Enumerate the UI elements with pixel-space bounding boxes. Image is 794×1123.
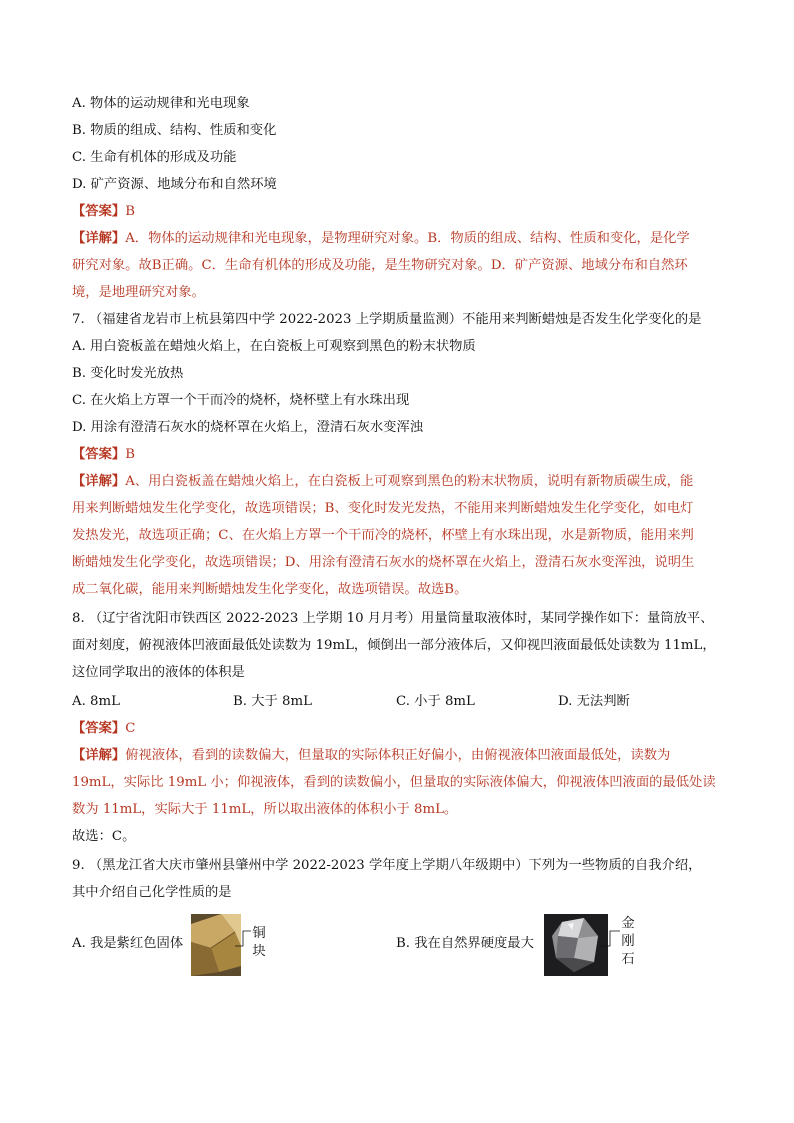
q7-option-c: C. 在火焰上方罩一个干而冷的烧杯，烧杯壁上有水珠出现 [72,393,410,408]
answer-tag: 【答案】 [72,204,126,219]
q7-explain-line-2: 用来判断蜡烛发生化学变化，故选项错误；B、变化时发光发热，不能用来判断蜡烛发生化学变化，如电灯 [72,501,694,516]
copper-leader-line [235,928,251,948]
diamond-leader-line [600,928,620,948]
diamond-label: 金刚石 [621,916,635,967]
q8-stem-line-2: 面对刻度，俯视液体凹液面最低处读数为 19mL，倾倒出一部分液体后，又仰视凹液面最低处读数为 11mL， [72,638,716,653]
q7-option-d: D. 用涂有澄清石灰水的烧杯罩在火焰上，澄清石灰水变浑浊 [72,420,424,435]
q6-option-b: B. 物质的组成、结构、性质和变化 [72,123,277,138]
copper-label: 铜块 [252,926,266,959]
explain-tag: 【详解】 [72,474,126,489]
q6-answer [72,203,135,221]
q9-option-b: B. 我在自然界硬度最大 [396,936,534,951]
q8-option-b: B. 大于 8mL [233,694,312,709]
answer-tag: 【答案】 [72,721,126,736]
q7-explain-line-1 [72,473,693,491]
answer-value: C [125,721,136,736]
explain-tag: 【详解】 [72,748,126,763]
q6-option-d: D. 矿产资源、地域分布和自然环境 [72,177,277,192]
explain-text: A．物体的运动规律和光电现象，是物理研究对象。B．物质的组成、结构、性质和变化，是化学 [125,231,690,246]
answer-tag: 【答案】 [72,447,126,462]
q8-option-c: C. 小于 8mL [396,694,475,709]
diamond-crystal-image [544,914,608,976]
explain-text: 俯视液体，看到的读数偏大，但量取的实际体积正好偏小，由俯视液体凹液面最低处，读数为 [125,748,671,763]
q7-option-a: A. 用白瓷板盖在蜡烛火焰上，在白瓷板上可观察到黑色的粉末状物质 [72,339,476,354]
q7-explain-line-4: 断蜡烛发生化学变化，故选项错误；D、用涂有澄清石灰水的烧杯罩在火焰上，澄清石灰水变浑浊，说明生 [72,555,695,570]
q8-stem-line-3: 这位同学取出的液体的体积是 [72,665,245,680]
explain-tag: 【详解】 [72,231,126,246]
q7-answer [72,446,135,464]
copper-block-image [191,914,241,976]
q7-stem: 7. （福建省龙岩市上杭县第四中学 2022-2023 上学期质量监测）不能用来判断蜡烛是否发生化学变化的是 [72,312,702,327]
q7-explain-line-5: 成二氧化碳，能用来判断蜡烛发生化学变化，故选项错误。故选B。 [72,582,468,597]
q9-stem-line-1: 9. （黑龙江省大庆市肇州县肇州中学 2022-2023 学年度上学期八年级期中）下列为一些物质的自我介绍， [72,858,702,873]
q8-explain-line-3: 数为 11mL，实际大于 11mL，所以取出液体的体积小于 8mL。 [72,802,458,817]
answer-value: B [125,204,135,219]
copper-photo-svg [191,914,241,976]
answer-value: B [125,447,135,462]
q6-explain-line-1 [72,230,690,248]
q8-conclusion: 故选：C。 [72,829,136,844]
explain-text: A、用白瓷板盖在蜡烛火焰上，在白瓷板上可观察到黑色的粉末状物质，说明有新物质碳生成，能 [125,474,694,489]
q8-stem-line-1: 8. （辽宁省沈阳市铁西区 2022-2023 上学期 10 月月考）用量筒量取液体时，某同学操作如下：量筒放平、 [72,611,714,626]
q6-option-c: C. 生命有机体的形成及功能 [72,150,237,165]
q7-explain-line-3: 发热发光，故选项正确；C、在火焰上方罩一个干而冷的烧杯，杯壁上有水珠出现，水是新物质，能用来判 [72,528,694,543]
q6-option-a: A. 物体的运动规律和光电现象 [72,96,250,111]
q8-option-a: A. 8mL [72,694,120,709]
diamond-photo-svg [544,914,608,976]
q6-explain-line-2: 研究对象。故B正确。C．生命有机体的形成及功能，是生物研究对象。D．矿产资源、地域分布和自然环 [72,258,688,273]
q8-explain-line-2: 19mL，实际比 19mL 小；仰视液体，看到的读数偏小，但量取的实际液体偏大，仰视液体凹液面的最低处读 [72,775,716,790]
q9-option-a: A. 我是紫红色固体 [72,936,184,951]
q8-option-d: D. 无法判断 [558,694,630,709]
q9-stem-line-2: 其中介绍自己化学性质的是 [72,885,232,900]
q8-answer [72,720,135,738]
q8-explain-line-1 [72,747,670,765]
q6-explain-line-3: 境，是地理研究对象。 [72,285,205,300]
q7-option-b: B. 变化时发光放热 [72,366,184,381]
